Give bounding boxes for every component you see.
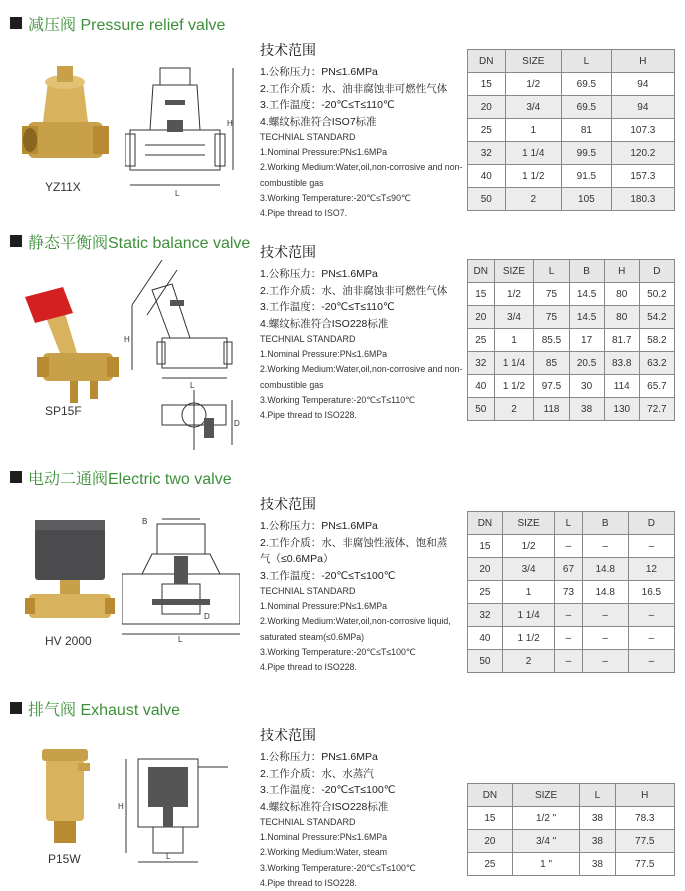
section-static-balance	[0, 230, 685, 450]
bullet-square-icon	[10, 17, 22, 29]
table-cell: 15	[468, 283, 495, 306]
table-cell: –	[628, 627, 674, 650]
spec-table	[467, 259, 675, 421]
table-cell: –	[555, 650, 582, 673]
table-header: SIZE	[512, 784, 579, 807]
static-balance-valve-photo	[15, 285, 125, 410]
table-cell: 69.5	[562, 73, 612, 96]
dim-H: H	[227, 119, 233, 128]
table-cell: 50	[468, 188, 506, 211]
table-header: DN	[468, 50, 506, 73]
table-row	[468, 142, 675, 165]
table-cell: 85.5	[534, 329, 569, 352]
table-cell: 77.5	[615, 830, 674, 853]
spec-en-line: 1.Nominal Pressure:PN≤1.6MPa	[260, 147, 388, 158]
table-cell: 40	[468, 627, 503, 650]
table-cell: 14.8	[582, 581, 628, 604]
table-cell: 81.7	[604, 329, 639, 352]
table-cell: 20	[468, 96, 506, 119]
spec-block	[260, 242, 470, 423]
section-title	[10, 230, 250, 252]
table-cell: 3/4	[505, 96, 561, 119]
table-cell: 114	[604, 375, 639, 398]
table-cell: 91.5	[562, 165, 612, 188]
table-cell: 15	[468, 73, 506, 96]
table-cell: 14.8	[582, 558, 628, 581]
table-cell: 32	[468, 604, 503, 627]
section-title-text: 减压阀 Pressure relief valve	[28, 16, 226, 34]
table-cell: 32	[468, 352, 495, 375]
table-row	[468, 830, 675, 853]
table-cell: 12	[628, 558, 674, 581]
spec-en-line: 2.Working Medium:Water, steam	[260, 847, 388, 858]
model-label: SP15F	[45, 404, 82, 418]
model-label: YZ11X	[45, 180, 81, 194]
spec-en-line: 3.Working Temperature:-20℃≤T≤90℃	[260, 192, 411, 203]
table-cell: –	[582, 535, 628, 558]
table-cell: 50	[468, 398, 495, 421]
table-header: B	[582, 512, 628, 535]
table-row	[468, 535, 675, 558]
table-cell: 1 1/2	[505, 165, 561, 188]
spec-block	[260, 494, 470, 675]
table-cell: 20	[468, 830, 513, 853]
bullet-square-icon	[10, 702, 22, 714]
spec-en-heading: TECHNIAL STANDARD	[260, 132, 356, 142]
spec-cn-line: 3.工作温度：-20℃≤T≤100℃	[260, 569, 396, 582]
section-title-text: 电动二通阀Electric two valve	[28, 470, 232, 488]
dim-L: L	[178, 635, 183, 644]
table-row	[468, 604, 675, 627]
spec-en-line: 4.Pipe thread to ISO7.	[260, 208, 348, 219]
table-cell: 97.5	[534, 375, 569, 398]
spec-cn-line: 2.工作介质：水、非腐蚀性液体、饱和蒸	[260, 536, 448, 549]
dim-B: B	[142, 517, 148, 526]
table-header: L	[562, 50, 612, 73]
spec-en-heading: TECHNIAL STANDARD	[260, 586, 356, 596]
table-cell: 1 1/2	[494, 375, 534, 398]
dim-D: D	[234, 419, 240, 428]
table-cell: –	[555, 627, 582, 650]
table-cell: 157.3	[611, 165, 674, 188]
table-cell: 3/4	[494, 306, 534, 329]
table-header: DN	[468, 260, 495, 283]
section-title-text: 静态平衡阀Static balance valve	[28, 234, 251, 252]
spec-cn-line: 4.螺纹标准符合ISO7标准	[260, 115, 377, 128]
table-cell: –	[628, 535, 674, 558]
table-cell: –	[582, 604, 628, 627]
spec-cn-line: 2.工作介质：水、水蒸汽	[260, 767, 374, 780]
table-cell: 30	[569, 375, 604, 398]
dim-L: L	[175, 189, 180, 198]
section-pressure-relief	[0, 12, 685, 219]
model-label: HV 2000	[45, 634, 92, 648]
dim-L: L	[166, 852, 171, 861]
bullet-square-icon	[10, 235, 22, 247]
table-cell: 14.5	[569, 283, 604, 306]
table-cell: 25	[468, 581, 503, 604]
table-cell: 67	[555, 558, 582, 581]
spec-cn-line: 1.公称压力：PN≤1.6MPa	[260, 268, 378, 280]
table-cell: 72.7	[639, 398, 674, 421]
dim-L: L	[190, 381, 195, 390]
table-cell: 1 1/2	[502, 627, 554, 650]
spec-cn-line: 3.工作温度：-20℃≤T≤110℃	[260, 99, 395, 111]
table-header: DN	[468, 512, 503, 535]
spec-block	[260, 725, 470, 891]
spec-block	[260, 40, 470, 221]
dim-H: H	[124, 335, 130, 344]
table-cell: 32	[468, 142, 506, 165]
table-row	[468, 165, 675, 188]
table-cell: 80	[604, 306, 639, 329]
spec-cn-line: 1.公称压力：PN≤1.6MPa	[260, 751, 378, 763]
table-cell: 1	[494, 329, 534, 352]
table-row	[468, 188, 675, 211]
table-cell: 54.2	[639, 306, 674, 329]
table-cell: 25	[468, 119, 506, 142]
table-cell: 75	[534, 283, 569, 306]
pressure-relief-valve-drawing	[125, 60, 240, 200]
table-row	[468, 352, 675, 375]
spec-heading: 技术范围	[260, 496, 316, 512]
table-header: D	[628, 512, 674, 535]
table-cell: –	[555, 535, 582, 558]
table-cell: 14.5	[569, 306, 604, 329]
table-cell: 3/4 "	[512, 830, 579, 853]
table-cell: 40	[468, 375, 495, 398]
table-cell: 99.5	[562, 142, 612, 165]
table-row	[468, 650, 675, 673]
spec-table	[467, 49, 675, 211]
section-title	[10, 12, 225, 34]
spec-cn-line: 3.工作温度：-20℃≤T≤100℃	[260, 784, 396, 796]
spec-heading: 技术范围	[260, 244, 316, 260]
bullet-square-icon	[10, 471, 22, 483]
table-cell: 38	[580, 853, 615, 876]
table-row	[468, 853, 675, 876]
table-cell: –	[555, 604, 582, 627]
dim-H: H	[118, 802, 124, 811]
model-label: P15W	[48, 852, 81, 866]
spec-en-line: 4.Pipe thread to ISO228.	[260, 877, 357, 888]
table-cell: 1	[502, 581, 554, 604]
table-cell: 1 1/4	[494, 352, 534, 375]
table-row	[468, 807, 675, 830]
spec-en-line: 4.Pipe thread to ISO228.	[260, 410, 357, 421]
table-cell: 1 "	[512, 853, 579, 876]
spec-en-line: 3.Working Temperature:-20℃≤T≤110℃	[260, 394, 416, 405]
table-row	[468, 306, 675, 329]
section-title	[10, 466, 232, 488]
table-row	[468, 398, 675, 421]
spec-cn-line: 气（≤0.6MPa）	[260, 553, 334, 565]
table-cell: –	[582, 627, 628, 650]
table-header: H	[611, 50, 674, 73]
table-header: SIZE	[502, 512, 554, 535]
spec-heading: 技术范围	[260, 42, 316, 58]
section-title-text: 排气阀 Exhaust valve	[28, 701, 181, 719]
table-cell: 1 1/4	[505, 142, 561, 165]
table-cell: 77.5	[615, 853, 674, 876]
table-cell: 69.5	[562, 96, 612, 119]
spec-cn-line: 1.公称压力：PN≤1.6MPa	[260, 66, 378, 78]
pressure-relief-valve-photo	[18, 64, 113, 184]
table-cell: 1/2	[494, 283, 534, 306]
electric-two-valve-drawing	[122, 514, 240, 644]
table-row	[468, 627, 675, 650]
spec-cn-line: 4.螺纹标准符合ISO228标准	[260, 317, 389, 330]
section-electric-two-valve	[0, 466, 685, 676]
table-cell: 1/2	[502, 535, 554, 558]
table-cell: 50	[468, 650, 503, 673]
spec-heading: 技术范围	[260, 727, 316, 743]
table-row	[468, 558, 675, 581]
table-cell: 1	[505, 119, 561, 142]
table-cell: 83.8	[604, 352, 639, 375]
table-header: SIZE	[505, 50, 561, 73]
section-title	[10, 697, 180, 719]
spec-cn-line: 4.螺纹标准符合ISO228标准	[260, 800, 389, 813]
exhaust-valve-drawing	[118, 747, 233, 867]
table-cell: 94	[611, 73, 674, 96]
table-cell: 38	[580, 807, 615, 830]
table-cell: 1/2	[505, 73, 561, 96]
exhaust-valve-photo	[38, 749, 93, 849]
spec-cn-line: 2.工作介质：水、油非腐蚀非可燃性气体	[260, 284, 448, 297]
table-cell: 65.7	[639, 375, 674, 398]
table-cell: 1/2 "	[512, 807, 579, 830]
table-header: L	[534, 260, 569, 283]
table-row	[468, 283, 675, 306]
table-cell: 118	[534, 398, 569, 421]
table-cell: 20.5	[569, 352, 604, 375]
table-header: SIZE	[494, 260, 534, 283]
table-cell: 105	[562, 188, 612, 211]
table-header: B	[569, 260, 604, 283]
spec-cn-line: 3.工作温度：-20℃≤T≤110℃	[260, 301, 395, 313]
table-cell: –	[628, 604, 674, 627]
table-cell: 2	[505, 188, 561, 211]
electric-two-valve-photo	[25, 518, 115, 628]
table-cell: 20	[468, 558, 503, 581]
table-cell: 50.2	[639, 283, 674, 306]
table-cell: –	[582, 650, 628, 673]
spec-en-line: 3.Working Temperature:-20℃≤T≤100℃	[260, 646, 416, 657]
table-cell: 180.3	[611, 188, 674, 211]
spec-cn-line: 1.公称压力：PN≤1.6MPa	[260, 520, 378, 532]
spec-cn-line: 2.工作介质：水、油非腐蚀非可燃性气体	[260, 82, 448, 95]
spec-table	[467, 783, 675, 876]
table-cell: 130	[604, 398, 639, 421]
table-row	[468, 375, 675, 398]
table-cell: 38	[569, 398, 604, 421]
table-cell: 73	[555, 581, 582, 604]
spec-en-heading: TECHNIAL STANDARD	[260, 817, 356, 827]
table-cell: 3/4	[502, 558, 554, 581]
table-cell: 2	[494, 398, 534, 421]
spec-en-line: 2.Working Medium:Water,oil,non-corrosive liquid, saturated steam(≤0.6MPa)	[260, 616, 451, 642]
table-cell: 17	[569, 329, 604, 352]
table-header: L	[580, 784, 615, 807]
spec-en-line: 2.Working Medium:Water,oil,non-corrosive and non-combustible gas	[260, 364, 463, 390]
table-cell: 2	[502, 650, 554, 673]
table-cell: 80	[604, 283, 639, 306]
table-cell: 20	[468, 306, 495, 329]
table-row	[468, 96, 675, 119]
spec-en-line: 1.Nominal Pressure:PN≤1.6MPa	[260, 832, 388, 843]
spec-en-line: 3.Working Temperature:-20℃≤T≤100℃	[260, 862, 416, 873]
table-header: L	[555, 512, 582, 535]
table-row	[468, 581, 675, 604]
table-header: DN	[468, 784, 513, 807]
table-cell: 25	[468, 329, 495, 352]
table-header: H	[615, 784, 674, 807]
spec-en-line: 2.Working Medium:Water,oil,non-corrosive and non-combustible gas	[260, 162, 463, 188]
spec-en-heading: TECHNIAL STANDARD	[260, 334, 356, 344]
table-header: D	[639, 260, 674, 283]
table-cell: 40	[468, 165, 506, 188]
table-row	[468, 329, 675, 352]
spec-en-line: 4.Pipe thread to ISO228.	[260, 662, 357, 673]
table-cell: 94	[611, 96, 674, 119]
spec-table	[467, 511, 675, 673]
table-cell: 1 1/4	[502, 604, 554, 627]
dim-D: D	[204, 612, 210, 621]
section-exhaust-valve	[0, 697, 685, 888]
table-cell: –	[628, 650, 674, 673]
table-cell: 25	[468, 853, 513, 876]
table-cell: 63.2	[639, 352, 674, 375]
table-cell: 81	[562, 119, 612, 142]
table-cell: 15	[468, 807, 513, 830]
spec-en-line: 1.Nominal Pressure:PN≤1.6MPa	[260, 349, 388, 360]
table-cell: 85	[534, 352, 569, 375]
static-balance-valve-drawing	[122, 260, 247, 455]
table-cell: 107.3	[611, 119, 674, 142]
table-header: H	[604, 260, 639, 283]
table-row	[468, 119, 675, 142]
table-cell: 120.2	[611, 142, 674, 165]
table-cell: 78.3	[615, 807, 674, 830]
table-cell: 58.2	[639, 329, 674, 352]
table-cell: 75	[534, 306, 569, 329]
table-cell: 15	[468, 535, 503, 558]
table-cell: 38	[580, 830, 615, 853]
table-cell: 16.5	[628, 581, 674, 604]
spec-en-line: 1.Nominal Pressure:PN≤1.6MPa	[260, 601, 388, 612]
table-row	[468, 73, 675, 96]
